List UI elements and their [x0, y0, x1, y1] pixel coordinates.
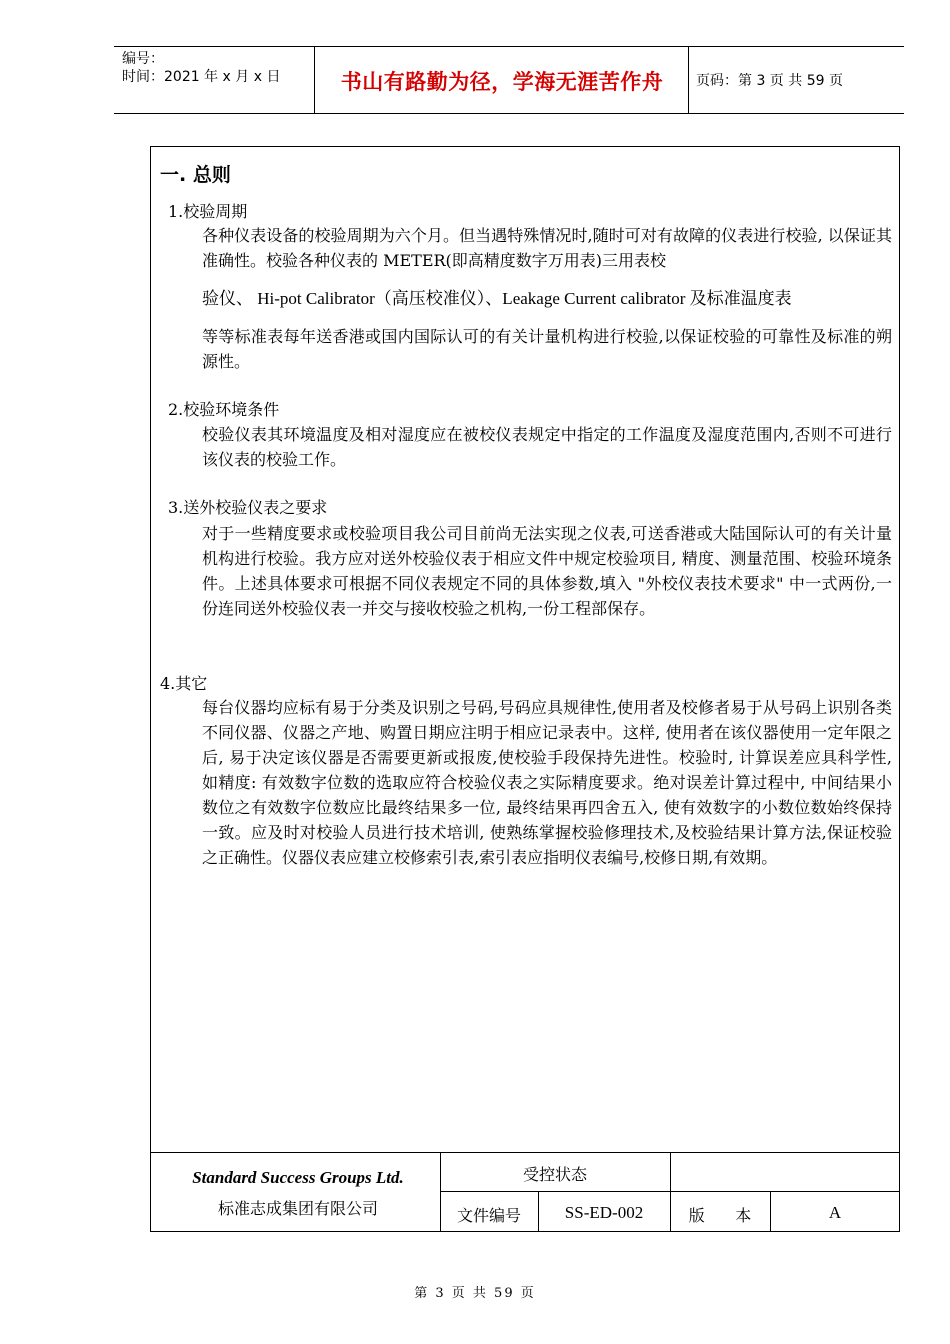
header-meta — [122, 50, 280, 86]
item-heading-calibration-cycle: 1.校验周期 — [168, 202, 248, 221]
item-body-calibration-cycle-part1: 各种仪表设备的校验周期为六个月。但当遇特殊情况时,随时可对有故障的仪表进行校验, 以保证其准确性。校验各种仪表的 METER(即高精度数字万用表)三用表校 — [202, 226, 892, 270]
item-heading-other: 4.其它 — [160, 674, 208, 693]
item-body-environment: 校验仪表其环境温度及相对湿度应在被校仪表规定中指定的工作温度及湿度范围内,否则不可进行该仪表的校验工作。 — [202, 425, 892, 469]
document-number-value: SS-ED-002 — [564, 1203, 644, 1222]
item-body-calibration-cycle-part3: 等等标准表每年送香港或国内国际认可的有关计量机构进行校验,以保证校验的可靠性及标准的朔源性。 — [202, 327, 892, 371]
item-body-external-calibration: 对于一些精度要求或校验项目我公司目前尚无法实现之仪表,可送香港或大陆国际认可的有关计量机构进行校验。我方应对送外校验仪表于相应文件中规定校验项目, 精度、测量范围、校验环境条件。上述具体要求可根据不同仪表规定不同的具体参数,填入 "外校仪表技术要求" 中一式两份,一份连同送外校验仪表一并交与接收校验之机构,一份工程部保存。 — [202, 524, 892, 618]
item-heading-external-calibration: 3.送外校验仪表之要求 — [168, 498, 328, 517]
header-divider-left — [314, 46, 315, 114]
header-divider-right — [688, 46, 689, 114]
document-number-field-label: 文件编号 — [456, 1206, 521, 1225]
document-number-label: 编号： — [122, 51, 164, 67]
item-body-calibration-cycle-part2: 验仪、 Hi-pot Calibrator（高压校准仪）、Leakage Current calibrator 及标准温度表 — [202, 289, 792, 308]
page-header — [114, 46, 904, 114]
version-value: A — [828, 1203, 842, 1222]
version-label: 版 本 — [688, 1206, 752, 1225]
section-title: 一. 总则 — [160, 164, 231, 186]
document-control-table — [150, 1152, 900, 1232]
page-footer-number: 第 3 页 共 59 页 — [414, 1286, 536, 1301]
item-heading-environment: 2.校验环境条件 — [168, 400, 280, 419]
company-name-english: Standard Success Groups Ltd. — [192, 1168, 404, 1187]
item-body-other: 每台仪器均应标有易于分类及识别之号码,号码应具规律性,使用者及校修者易于从号码上识别各类不同仪器、仪器之产地、购置日期应注明于相应记录表中。这样, 使用者在该仪器使用一定年限之后, 易于决定该仪器是否需要更新或报废,使校验手段保持先进性。校验时, 计算误差应具科学性, 如精度: 有效数字位数的选取应符合校验仪表之实际精度要求。绝对误差计算过程中, 中间结果小数位之有效数字位数应比最终结果多一位, 最终结果再四舍五入, 使有效数字的小数位数始终保持一致。应及时对校验人员进行技术培训, 使熟练掌握校验修理技术,及校验结果计算方法,保证校验之正确性。仪器仪表应建立校修索引表,索引表应指明仪表编号,校修日期,有效期。 — [202, 698, 892, 867]
header-motto: 书山有路勤为径，学海无涯苦作舟 — [340, 70, 664, 94]
header-bottom-rule — [114, 113, 904, 114]
controlled-status-label: 受控状态 — [522, 1165, 587, 1184]
header-page-number: 页码：第 3 页 共 59 页 — [696, 73, 843, 89]
company-name-chinese: 标准志成集团有限公司 — [217, 1199, 378, 1218]
table-top-rule — [150, 1152, 900, 1153]
document-time-label: 时间：2021 年 x 月 x 日 — [122, 69, 281, 85]
header-top-rule — [114, 46, 904, 47]
